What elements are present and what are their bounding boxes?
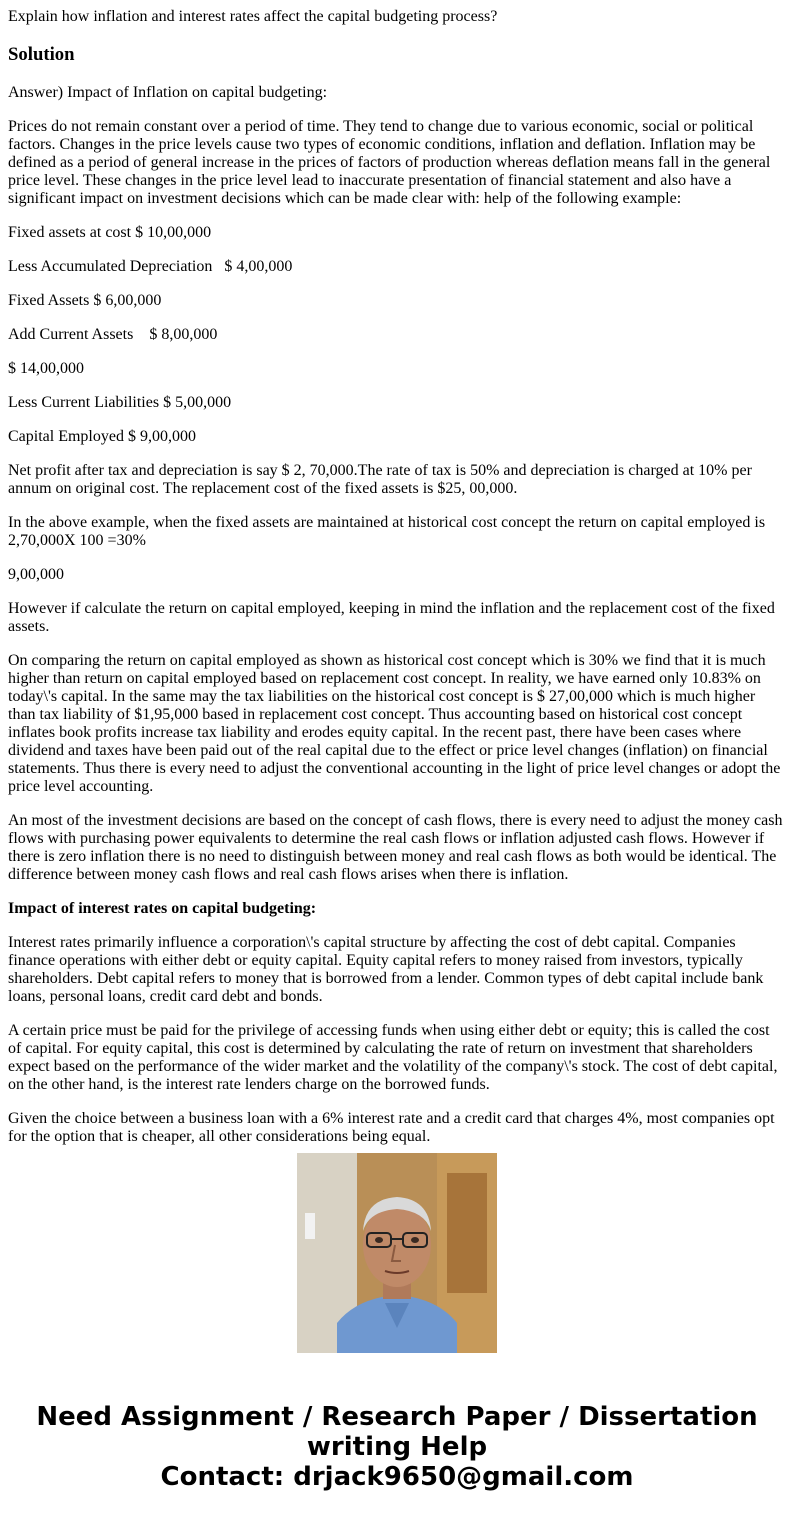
interest-heading-para xyxy=(8,900,784,918)
ledger-line: Less Accumulated Depreciation $ 4,00,000 xyxy=(8,258,293,275)
avatar xyxy=(297,1153,497,1353)
promo-contact: Contact: drjack9650@gmail.com xyxy=(160,1462,634,1492)
paragraph: On comparing the return on capital employed as shown as historical cost concept which is 30% we find that it is much higher than return on capital employed based on replacement cost concept. In reality, we have earned only 10.83% on today\'s capital. In the same may the tax liabilities on the historical cost concept is $ 27,00,000 which is much higher than tax liability of $1,95,000 based in replacement cost concept. Thus accounting based on historical cost concept inflates book profits increase tax liability and erodes equity capital. In the recent past, there have been cases where dividend and taxes have been paid out of the real capital due to the effect or price level changes (inflation) on financial statements. Thus there is every need to adjust the conventional accounting in the light of price level changes or adopt the price level accounting. xyxy=(8,652,781,795)
paragraph: An most of the investment decisions are based on the concept of cash flows, there is every need to adjust the money cash flows with purchasing power equivalents to determine the real cash flows or inflation adjusted cash flows. However if there is zero inflation there is no need to distinguish between money and real cash flows as both would be identical. The difference between money cash flows and real cash flows arises when there is inflation. xyxy=(8,812,783,883)
ledger-line: Add Current Assets $ 8,00,000 xyxy=(8,326,218,343)
question-text: Explain how inflation and interest rates affect the capital budgeting process? xyxy=(8,8,498,25)
paragraph: Interest rates primarily influence a corporation\'s capital structure by affecting the cost of debt capital. Companies finance operations with either debt or equity capital. Equity capital refers to money raised from investors, typically shareholders. Debt capital refers to money that is borrowed from a lender. Common types of debt capital include bank loans, personal loans, credit card debt and bonds. xyxy=(8,934,764,1005)
promo-line: writing Help xyxy=(306,1432,488,1462)
document-content xyxy=(8,0,784,1145)
ledger-line: Fixed assets at cost $ 10,00,000 xyxy=(8,224,212,241)
paragraph: Prices do not remain constant over a period of time. They tend to change due to various economic, social or political factors. Changes in the price levels cause two types of economic conditions, inflation and deflation. Inflation may be defined as a period of general increase in the prices of factors of production whereas deflation means fall in the general price level. These changes in the price level lead to inaccurate presentation of financial statement and also have a significant impact on investment decisions which can be made clear with: help of the following example: xyxy=(8,118,771,207)
paragraph: Given the choice between a business loan with a 6% interest rate and a credit card that charges 4%, most companies opt for the option that is cheaper, all other considerations being equal. xyxy=(8,1110,775,1145)
interest-heading: Impact of interest rates on capital budgeting: xyxy=(8,900,317,917)
promo-banner xyxy=(0,1402,794,1492)
paragraph: A certain price must be paid for the privilege of accessing funds when using either debt or equity; this is called the cost of capital. For equity capital, this cost is determined by calculating the rate of return on investment that shareholders expect based on the performance of the wider market and the volatility of the company\'s stock. The cost of debt capital, on the other hand, is the interest rate lenders charge on the borrowed funds. xyxy=(8,1022,778,1093)
ledger-line: Less Current Liabilities $ 5,00,000 xyxy=(8,394,232,411)
ledger-line: $ 14,00,000 xyxy=(8,360,84,377)
answer-intro: Answer) Impact of Inflation on capital budgeting: xyxy=(8,84,328,101)
paragraph: However if calculate the return on capital employed, keeping in mind the inflation and the replacement cost of the fixed assets. xyxy=(8,600,775,635)
paragraph: 9,00,000 xyxy=(8,566,64,583)
ledger-line: Capital Employed $ 9,00,000 xyxy=(8,428,196,445)
ledger-line: Fixed Assets $ 6,00,000 xyxy=(8,292,162,309)
solution-heading: Solution xyxy=(8,44,75,65)
author-portrait-image xyxy=(297,1153,497,1353)
paragraph: Net profit after tax and depreciation is say $ 2, 70,000.The rate of tax is 50% and depreciation is charged at 10% per annum on original cost. The replacement cost of the fixed assets is $25, 00,000. xyxy=(8,462,752,497)
paragraph: In the above example, when the fixed assets are maintained at historical cost concept the return on capital employed is 2,70,000X 100 =30% xyxy=(8,514,766,549)
promo-line: Need Assignment / Research Paper / Dissertation xyxy=(36,1402,758,1432)
